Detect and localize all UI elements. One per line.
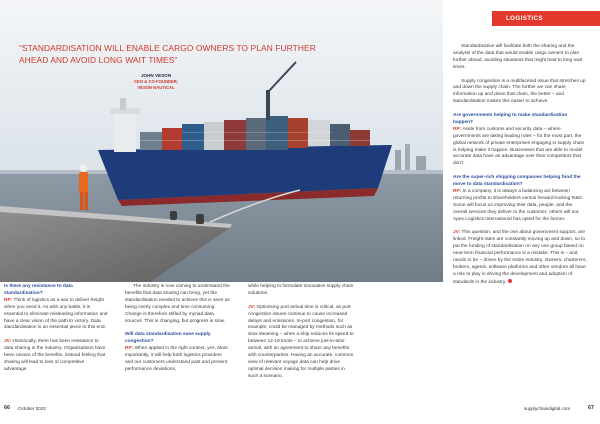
quote-author-role: CEO & CO-FOUNDER, — [134, 79, 178, 84]
speaker-label: RP: — [125, 346, 134, 352]
body-paragraph: while helping to formulate innovative supply chain solutions. — [248, 284, 354, 296]
speaker-label: RP: — [4, 297, 13, 303]
answer-text: Historically, there has been resistance to data sharing in the industry. Organisations have been unsure of the benefits, instead feeling that sharing will lead to loss of competitive advantage. — [4, 339, 106, 372]
answer-text: Aside from customs and security data – where governments are taking leading roles – for the most part, the global network of private enterprises engaging in supply chain is helping make it happen. Businesses that are able to model accurate data have an advantage over their competitors that don’t. — [453, 126, 585, 167]
question-heading: Is there any resistance to data standardisation? — [4, 284, 73, 296]
website-link[interactable]: supplychaindigital.com — [524, 406, 571, 411]
page-number-left: 66 — [4, 405, 11, 411]
article-column-2 — [125, 284, 231, 381]
body-paragraph: Supply congestion is a multifaceted issue that stretches up and down the supply chain. The further we can share information up and down that chain, the better – and standardisation makes this easier to achieve. — [453, 78, 586, 105]
answer-text: When applied in the right context, yes. Most importantly, it will help both logistics providers and our customers understand past and present performance deviations, — [125, 346, 228, 372]
speaker-label: JV: — [453, 230, 461, 236]
page-number-right: 67 — [588, 405, 595, 411]
question-heading: Are governments helping to make standardisation happen? — [453, 113, 568, 125]
section-label: LOGISTICS — [492, 11, 600, 26]
quote-author-name: JOHN VESON — [140, 73, 172, 78]
body-paragraph: Standardisation will facilitate both the sharing and the analysis of the data that would enable cargo owners to plan further ahead, avoiding situations that might lead to long wait times. — [453, 44, 583, 70]
answer-text: In a company, it is always a balancing act between returning profits to shareholders versus forward-looking R&D. Some will focus on improving their data, people, and the overall services they deliver to the customer; others will not. Apex Logistics International has opted for the former. — [453, 188, 584, 222]
issue-date: October 2022 — [18, 406, 46, 411]
question-heading: Will data standardisation ease supply congestion? — [125, 332, 211, 345]
article-column-4 — [453, 44, 587, 294]
speaker-label: RP: — [453, 188, 462, 194]
article-column-1 — [4, 284, 108, 381]
quote-author-company: VESON NAUTICAL — [137, 85, 175, 90]
article-column-3 — [248, 284, 354, 388]
answer-text: Think of logistics as a war to deliver freight when you need it. As with any battle, it is essential to eliminate misleading information and have a clear vision of the path to victory. Data standardisation is an essential piece to this end. — [4, 297, 108, 331]
speaker-label: JV: — [4, 339, 12, 345]
question-heading: Are the super-rich shipping companies helping fund the move to data standardisation? — [453, 175, 581, 188]
speaker-label: JV: — [248, 304, 256, 310]
body-paragraph: The industry is now coming to understand the benefits that data sharing can bring, yet the standardisation needed to achieve this is seen as being overly complex and time consuming. Change is therefore stifled by myriad data sources. This is changing, but progress is slow. — [125, 284, 230, 324]
answer-text: Optimising port arrival time is critical, as port congestion issues continue to cause increased delays and emissions. In-port congestion, for example, could be managed by methods such as slow steaming – when a ship reduces its speed to between 12-19 knots – to achieve just-in-time arrival, with an agreement to share any benefits with counterparties. Having an accurate, common view of relevant voyage data can help drive optimal decision making for multiple parties in such a scenario. — [248, 304, 354, 379]
pull-quote: “STANDARDISATION WILL ENABLE CARGO OWNERS TO PLAN FURTHER AHEAD AND AVOID LONG WAIT TIMES” — [19, 43, 316, 65]
answer-text: This question, and the one about government support, are linked. Freight rates are constantly moving up and down, so to put the funding of standardisation on any one group based on near-term financial performance is a mistake. This is – and needs to be – driven by the entire industry. Owners, charterers, brokers, agents, software platforms and other vendors all have a role to play in driving the development and adoption of standards in the industry. — [453, 230, 587, 285]
speaker-label: RP: — [453, 126, 462, 132]
end-of-article-icon — [508, 279, 512, 283]
